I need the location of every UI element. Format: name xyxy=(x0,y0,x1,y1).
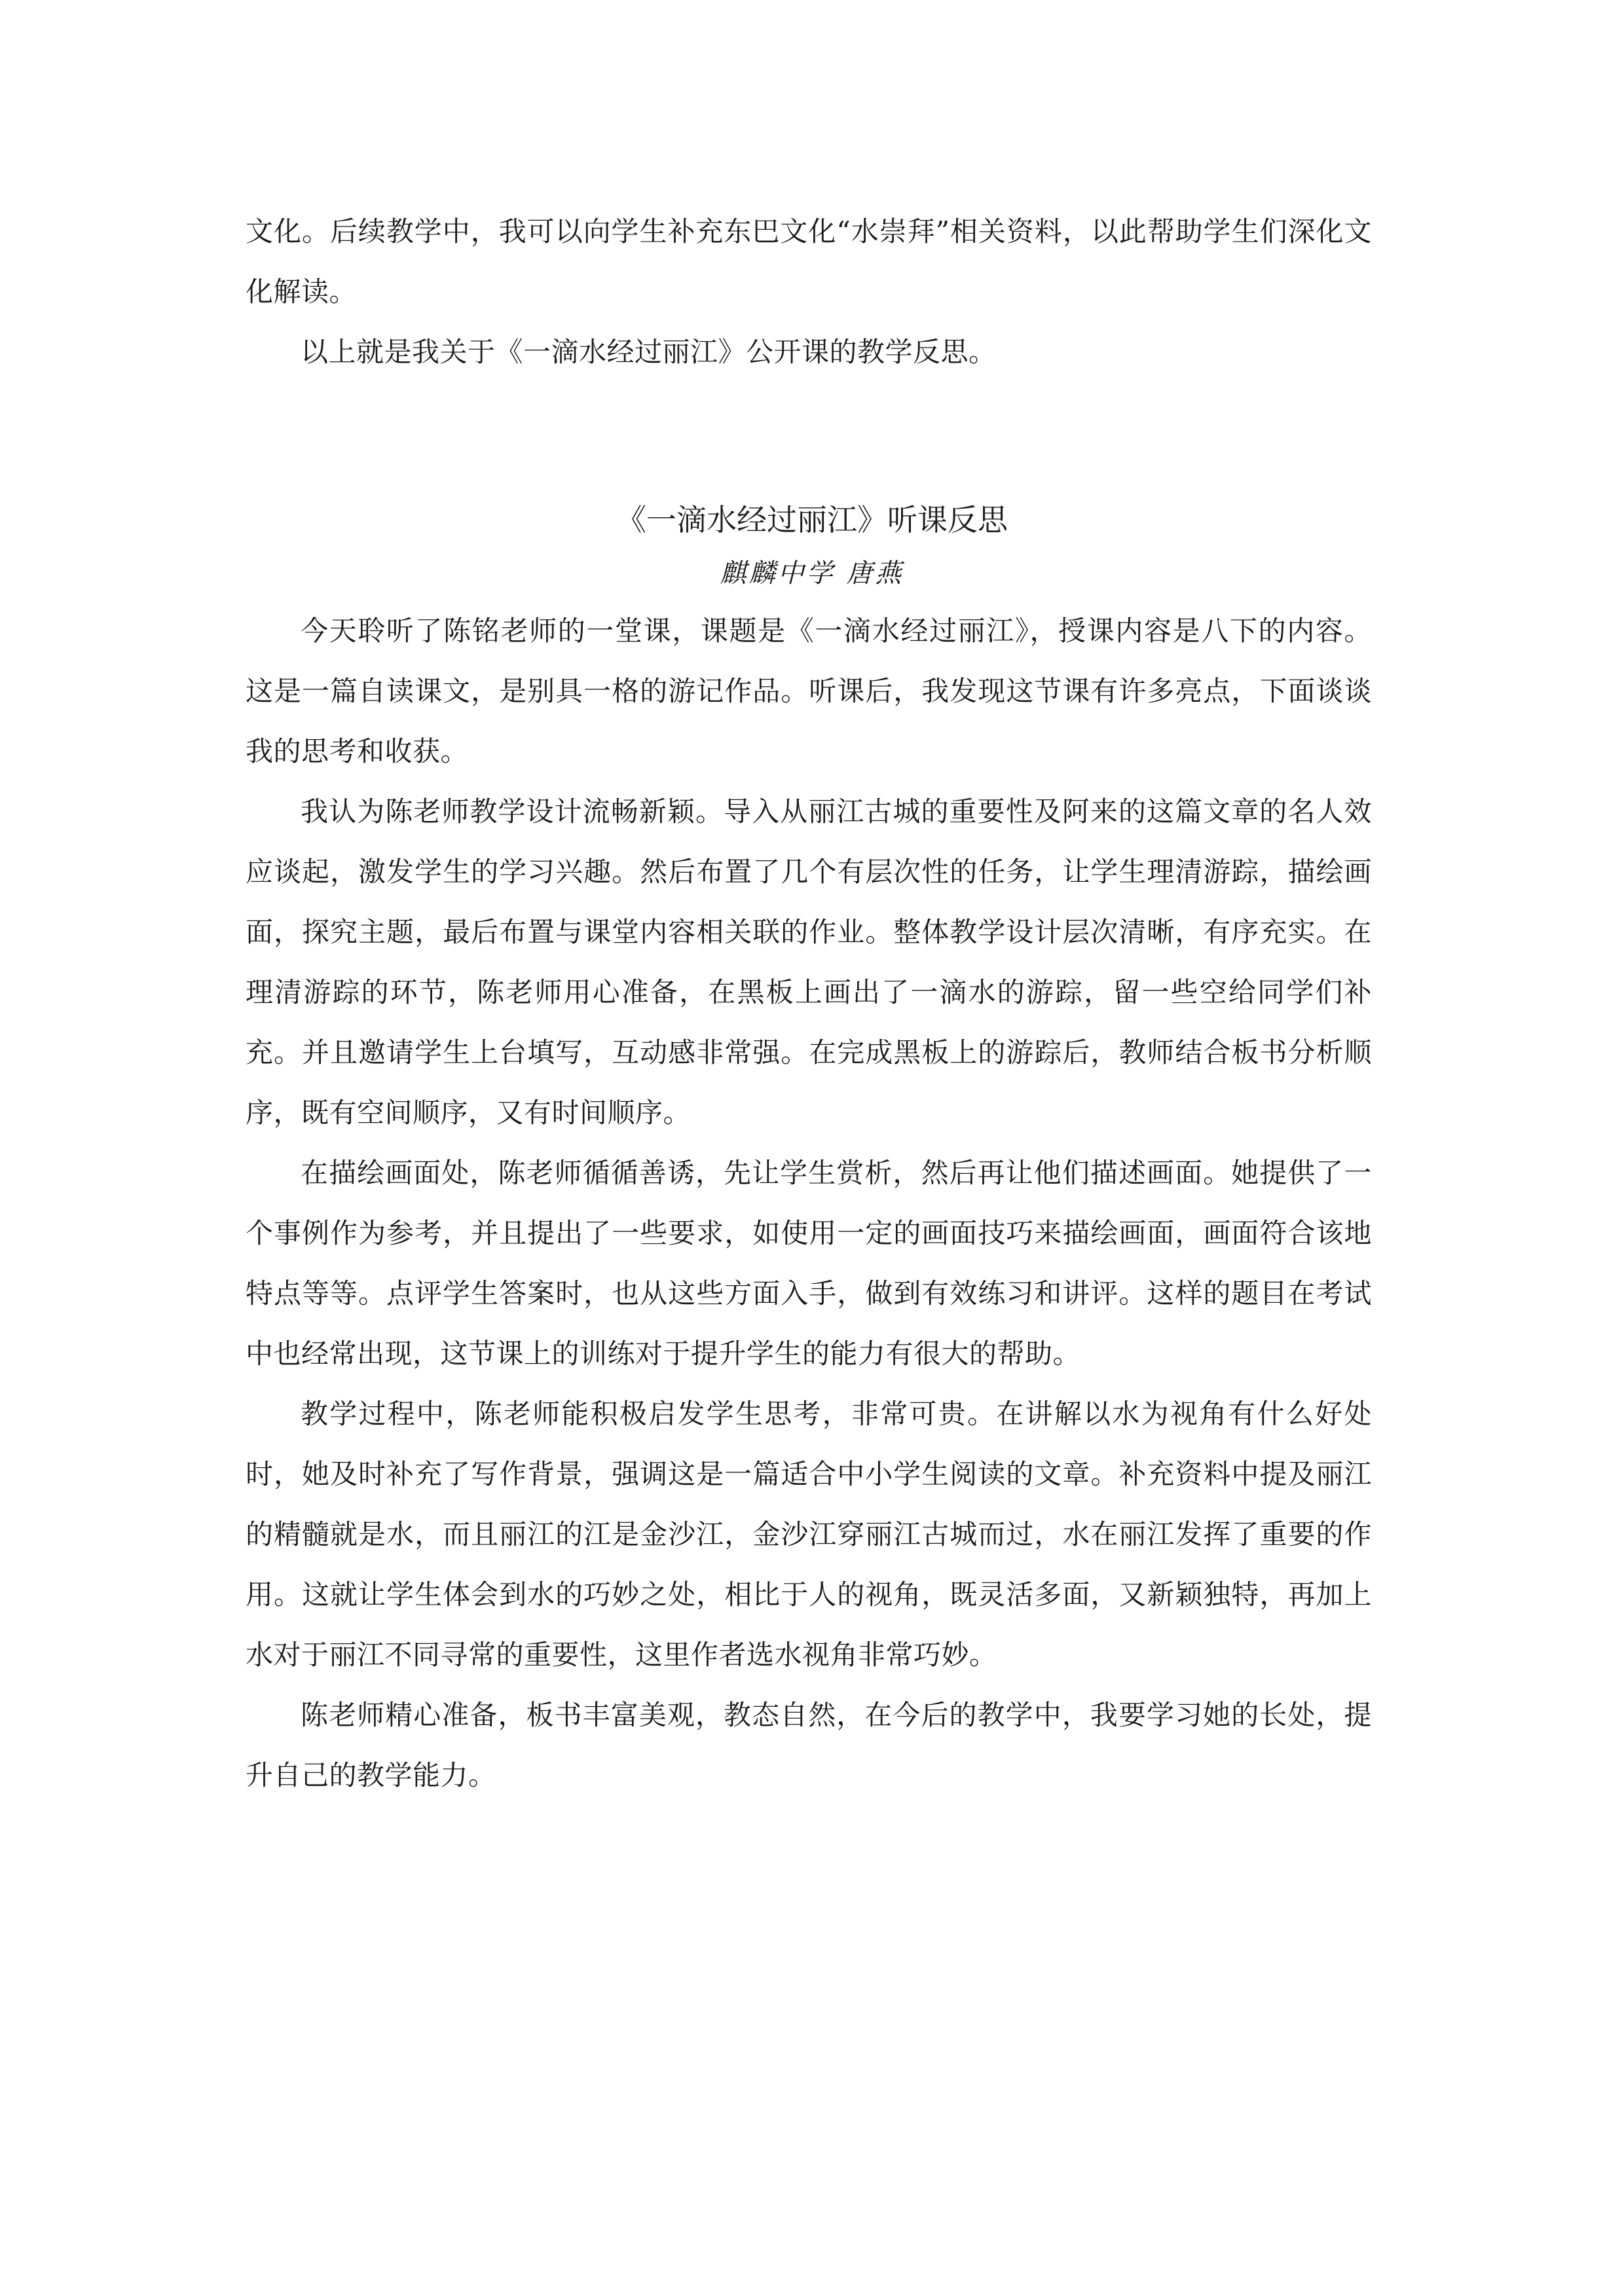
previous-section-text xyxy=(246,202,1372,382)
article-paragraph: 在描绘画面处，陈老师循循善诱，先让学生赏析，然后再让他们描述画面。她提供了一个事例作为参考，并且提出了一些要求，如使用一定的画面技巧来描绘画面，画面符合该地特点等等。点评学生答案时，也从这些方面入手，做到有效练习和讲评。这样的题目在考试中也经常出现，这节课上的训练对于提升学生的能力有很大的帮助。 xyxy=(246,1157,1372,1370)
previous-paragraph-continuation: 文化。后续教学中，我可以向学生补充东巴文化“水崇拜”相关资料，以此帮助学生们深化文化解读。 xyxy=(246,215,1372,308)
article-title: 《一滴水经过丽江》听课反思 xyxy=(616,502,1008,538)
article-byline: 麒麟中学 唐燕 xyxy=(720,558,904,589)
article-paragraph: 我认为陈老师教学设计流畅新颖。导入从丽江古城的重要性及阿来的这篇文章的名人效应谈起，激发学生的学习兴趣。然后布置了几个有层次性的任务，让学生理清游踪，描绘画面，探究主题，最后布置与课堂内容相关联的作业。整体教学设计层次清晰，有序充实。在理清游踪的环节，陈老师用心准备，在黑板上画出了一滴水的游踪，留一些空给同学们补充。并且邀请学生上台填写，互动感非常强。在完成黑板上的游踪后，教师结合板书分析顺序，既有空间顺序，又有时间顺序。 xyxy=(246,795,1372,1129)
article-heading xyxy=(0,492,1624,600)
article-paragraph: 今天聆听了陈铭老师的一堂课，课题是《一滴水经过丽江》，授课内容是八下的内容。这是一篇自读课文，是别具一格的游记作品。听课后，我发现这节课有许多亮点，下面谈谈我的思考和收获。 xyxy=(246,615,1372,767)
previous-paragraph-closing: 以上就是我关于《一滴水经过丽江》公开课的教学反思。 xyxy=(301,336,997,368)
article-body xyxy=(246,601,1372,1806)
article-paragraph: 陈老师精心准备，板书丰富美观，教态自然，在今后的教学中，我要学习她的长处，提升自己的教学能力。 xyxy=(246,1699,1372,1791)
article-paragraph: 教学过程中，陈老师能积极启发学生思考，非常可贵。在讲解以水为视角有什么好处时，她及时补充了写作背景，强调这是一篇适合中小学生阅读的文章。补充资料中提及丽江的精髓就是水，而且丽江的江是金沙江，金沙江穿丽江古城而过，水在丽江发挥了重要的作用。这就让学生体会到水的巧妙之处，相比于人的视角，既灵活多面，又新颖独特，再加上水对于丽江不同寻常的重要性，这里作者选水视角非常巧妙。 xyxy=(246,1398,1372,1671)
